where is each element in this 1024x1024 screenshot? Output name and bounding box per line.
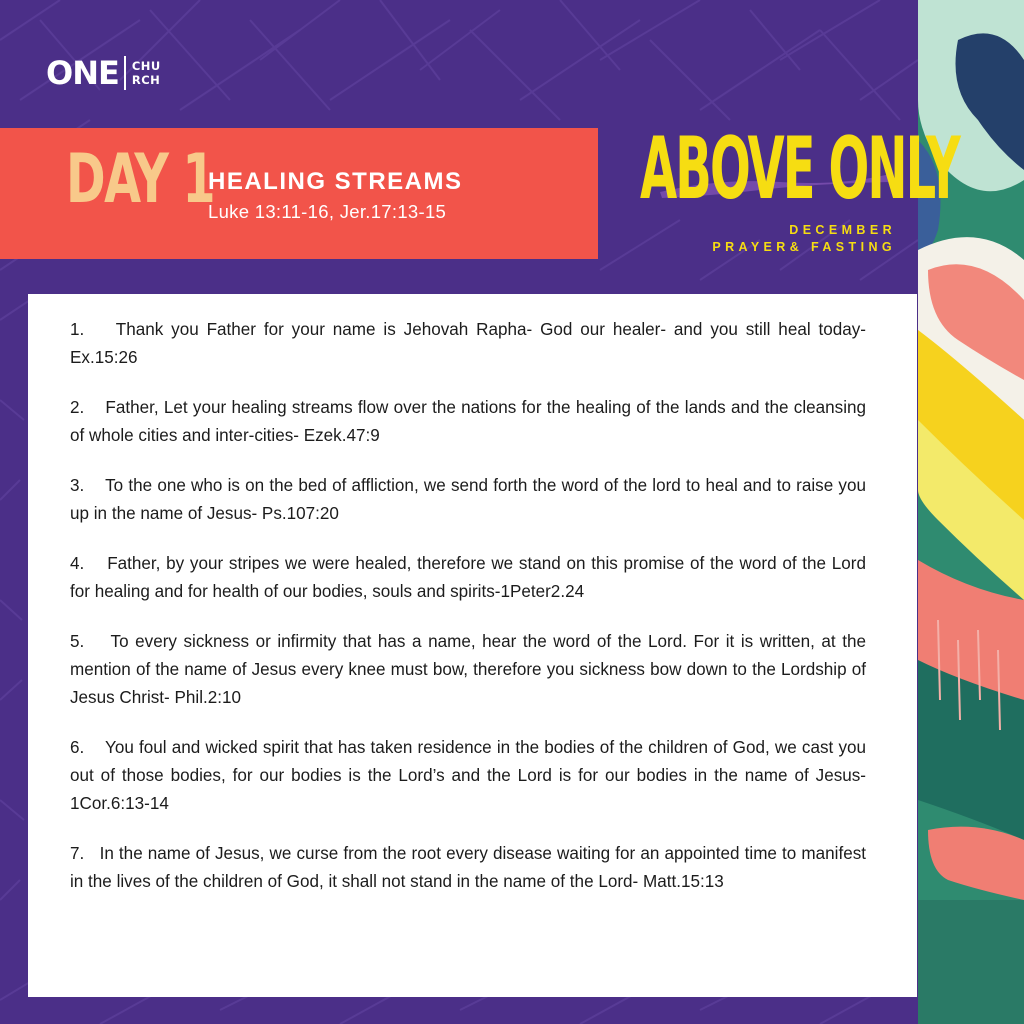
prayer-number: 6. [70,738,85,757]
prayer-text: In the name of Jesus, we curse from the root every disease waiting for an appointed time to manifest in the lives of the children of God, it shall not stand in the name of the Lord- Matt.15:13 [70,844,866,891]
series-month: DECEMBER [789,223,896,237]
day-scripture: Luke 13:11-16, Jer.17:13-15 [208,201,447,222]
prayer-text: You foul and wicked spirit that has taken residence in the bodies of the children of God, we cast you out of those bodies, for our bodies is the Lord’s and the Lord is for our bodies in the name of Jesus-1Cor.6:13-14 [70,738,867,813]
prayer-item [70,550,866,606]
prayer-number: 3. [70,476,85,495]
day-number: DAY 1 [66,140,215,219]
series-subtitle: PRAYER& FASTING [712,240,896,254]
prayer-item [70,840,866,896]
logo-church-bottom: RCH [131,73,161,87]
series-logo [640,119,959,219]
prayer-item [70,472,866,528]
prayer-item [70,628,866,712]
day-title: HEALING STREAMS [208,168,463,195]
prayer-text: To every sickness or infirmity that has a name, hear the word of the Lord. For it is written, at the mention of the name of Jesus every knee must bow, therefore you sickness bow down to the Lordship of Jesus Christ- Phil.2:10 [70,632,867,707]
prayer-item [70,394,866,450]
prayer-number: 2. [70,398,85,417]
prayer-number: 5. [70,632,85,651]
prayer-text: Thank you Father for your name is Jehovah Rapha- God our healer- and you still heal today- Ex.15:26 [70,320,867,367]
prayer-number: 1. [70,320,85,339]
prayer-number: 7. [70,844,85,863]
logo-church-top: CHU [131,59,161,73]
prayer-item [70,734,866,818]
logo-divider [124,56,126,90]
prayer-list [70,316,866,896]
one-church-logo [46,56,161,90]
prayer-text: To the one who is on the bed of affliction, we send forth the word of the lord to heal and to raise you up in the name of Jesus- Ps.107:20 [70,476,866,523]
prayer-text: Father, Let your healing streams flow over the nations for the healing of the lands and the cleansing of whole cities and inter-cities- Ezek.47:9 [70,398,867,445]
prayer-item [70,316,866,372]
logo-church-text [132,59,161,87]
prayer-number: 4. [70,554,85,573]
series-title: ABOVE ONLY [640,119,959,219]
prayer-text: Father, by your stripes we were healed, therefore we stand on this promise of the word of the Lord for healing and for health of our bodies, souls and spirits-1Peter2.24 [70,554,867,601]
logo-one-text: ONE [46,54,119,92]
